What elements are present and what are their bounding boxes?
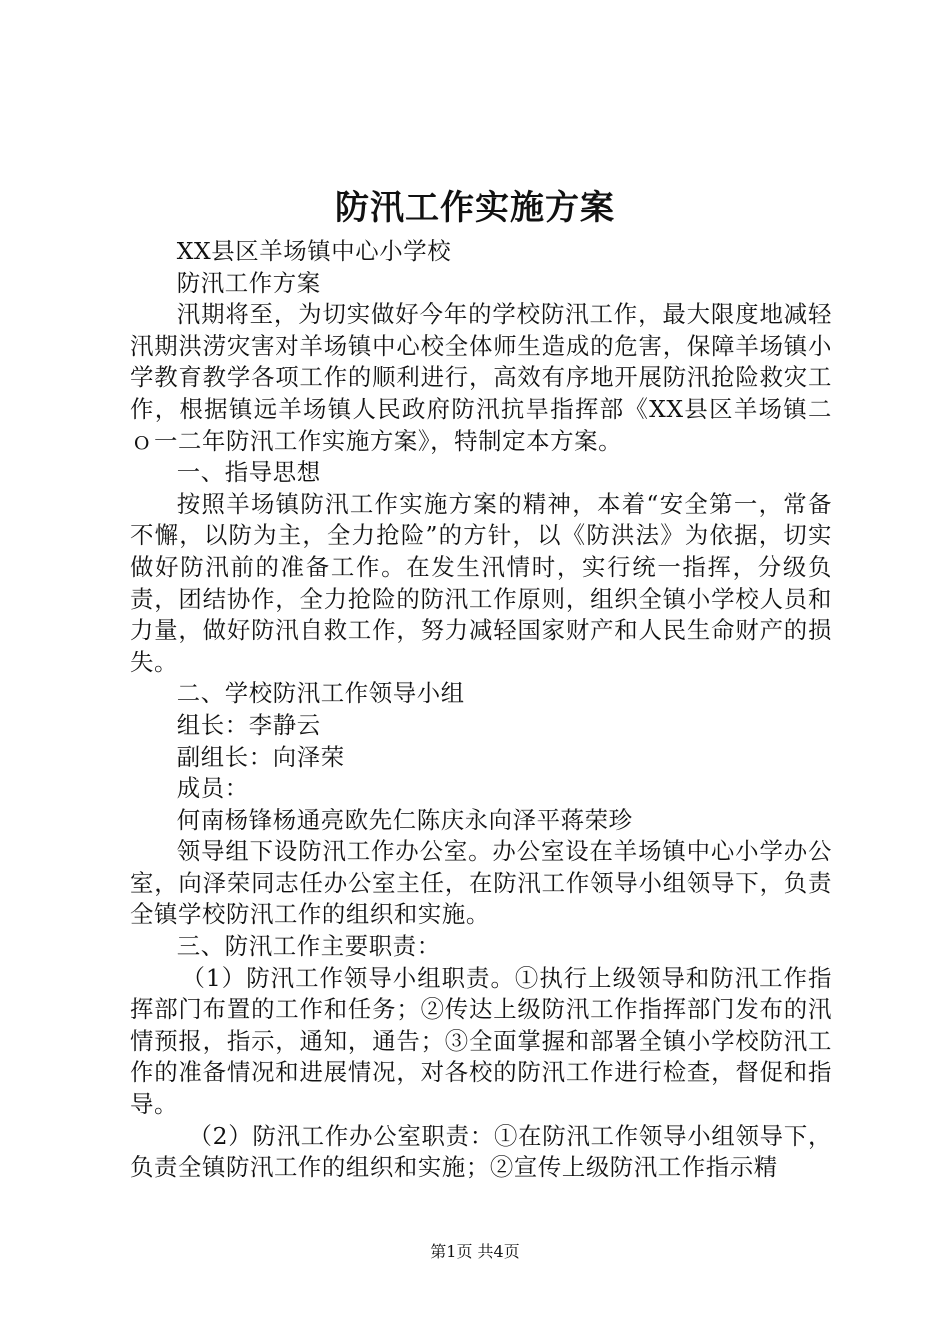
document-body [130,236,832,1184]
duty-paragraph-2: （2）防汛工作办公室职责：①在防汛工作领导小组领导下，负责全镇防汛工作的组织和实施；②宣传上级防汛工作指示精 [130,1121,832,1182]
group-leader-line: 组长：李静云 [176,710,321,739]
duty-paragraph-1: （1）防汛工作领导小组职责。①执行上级领导和防汛工作指挥部门布置的工作和任务；②传达上级防汛工作指挥部门发布的汛情预报，指示，通知，通告；③全面掌握和部署全镇小学校防汛工作的准备情况和进展情况，对各校的防汛工作进行检查，督促和指导。 [130,963,832,1119]
document-title: 防汛工作实施方案 [335,188,615,228]
school-name-line: XX县区羊场镇中心小学校 [176,237,452,265]
page-footer: 第1页 共4页 [430,1242,520,1261]
members-names-line: 何南杨锋杨通亮欧先仁陈庆永向泽平蒋荣珍 [176,805,633,834]
office-paragraph: 领导组下设防汛工作办公室。办公室设在羊场镇中心小学办公室，向泽荣同志任办公室主任，在防汛工作领导小组领导下，负责全镇学校防汛工作的组织和实施。 [130,837,832,929]
intro-paragraph: 汛期将至，为切实做好今年的学校防汛工作，最大限度地减轻汛期洪涝灾害对羊场镇中心校全体师生造成的危害，保障羊场镇小学教育教学各项工作的顺利进行，高效有序地开展防汛抢险救灾工作，根据镇远羊场镇人民政府防汛抗旱指挥部《XX县区羊场镇二ｏ一二年防汛工作实施方案》，特制定本方案。 [130,300,832,455]
section-heading-duties: 三、防汛工作主要职责： [176,932,441,961]
plan-subtitle-line: 防汛工作方案 [176,268,321,297]
guiding-thought-paragraph: 按照羊场镇防汛工作实施方案的精神，本着“安全第一，常备不懈，以防为主，全力抢险”的方针，以《防洪法》为依据，切实做好防汛前的准备工作。在发生汛情时，实行统一指挥，分级负责，团结协作，全力抢险的防汛工作原则，组织全镇小学校人员和力量，做好防汛自救工作，努力减轻国家财产和人民生命财产的损失。 [130,489,832,676]
section-heading-guiding-thought: 一、指导思想 [176,458,321,487]
section-heading-leadership-group: 二、学校防汛工作领导小组 [176,679,465,708]
deputy-leader-line: 副组长：向泽荣 [176,742,345,771]
members-label-line: 成员： [176,774,249,803]
